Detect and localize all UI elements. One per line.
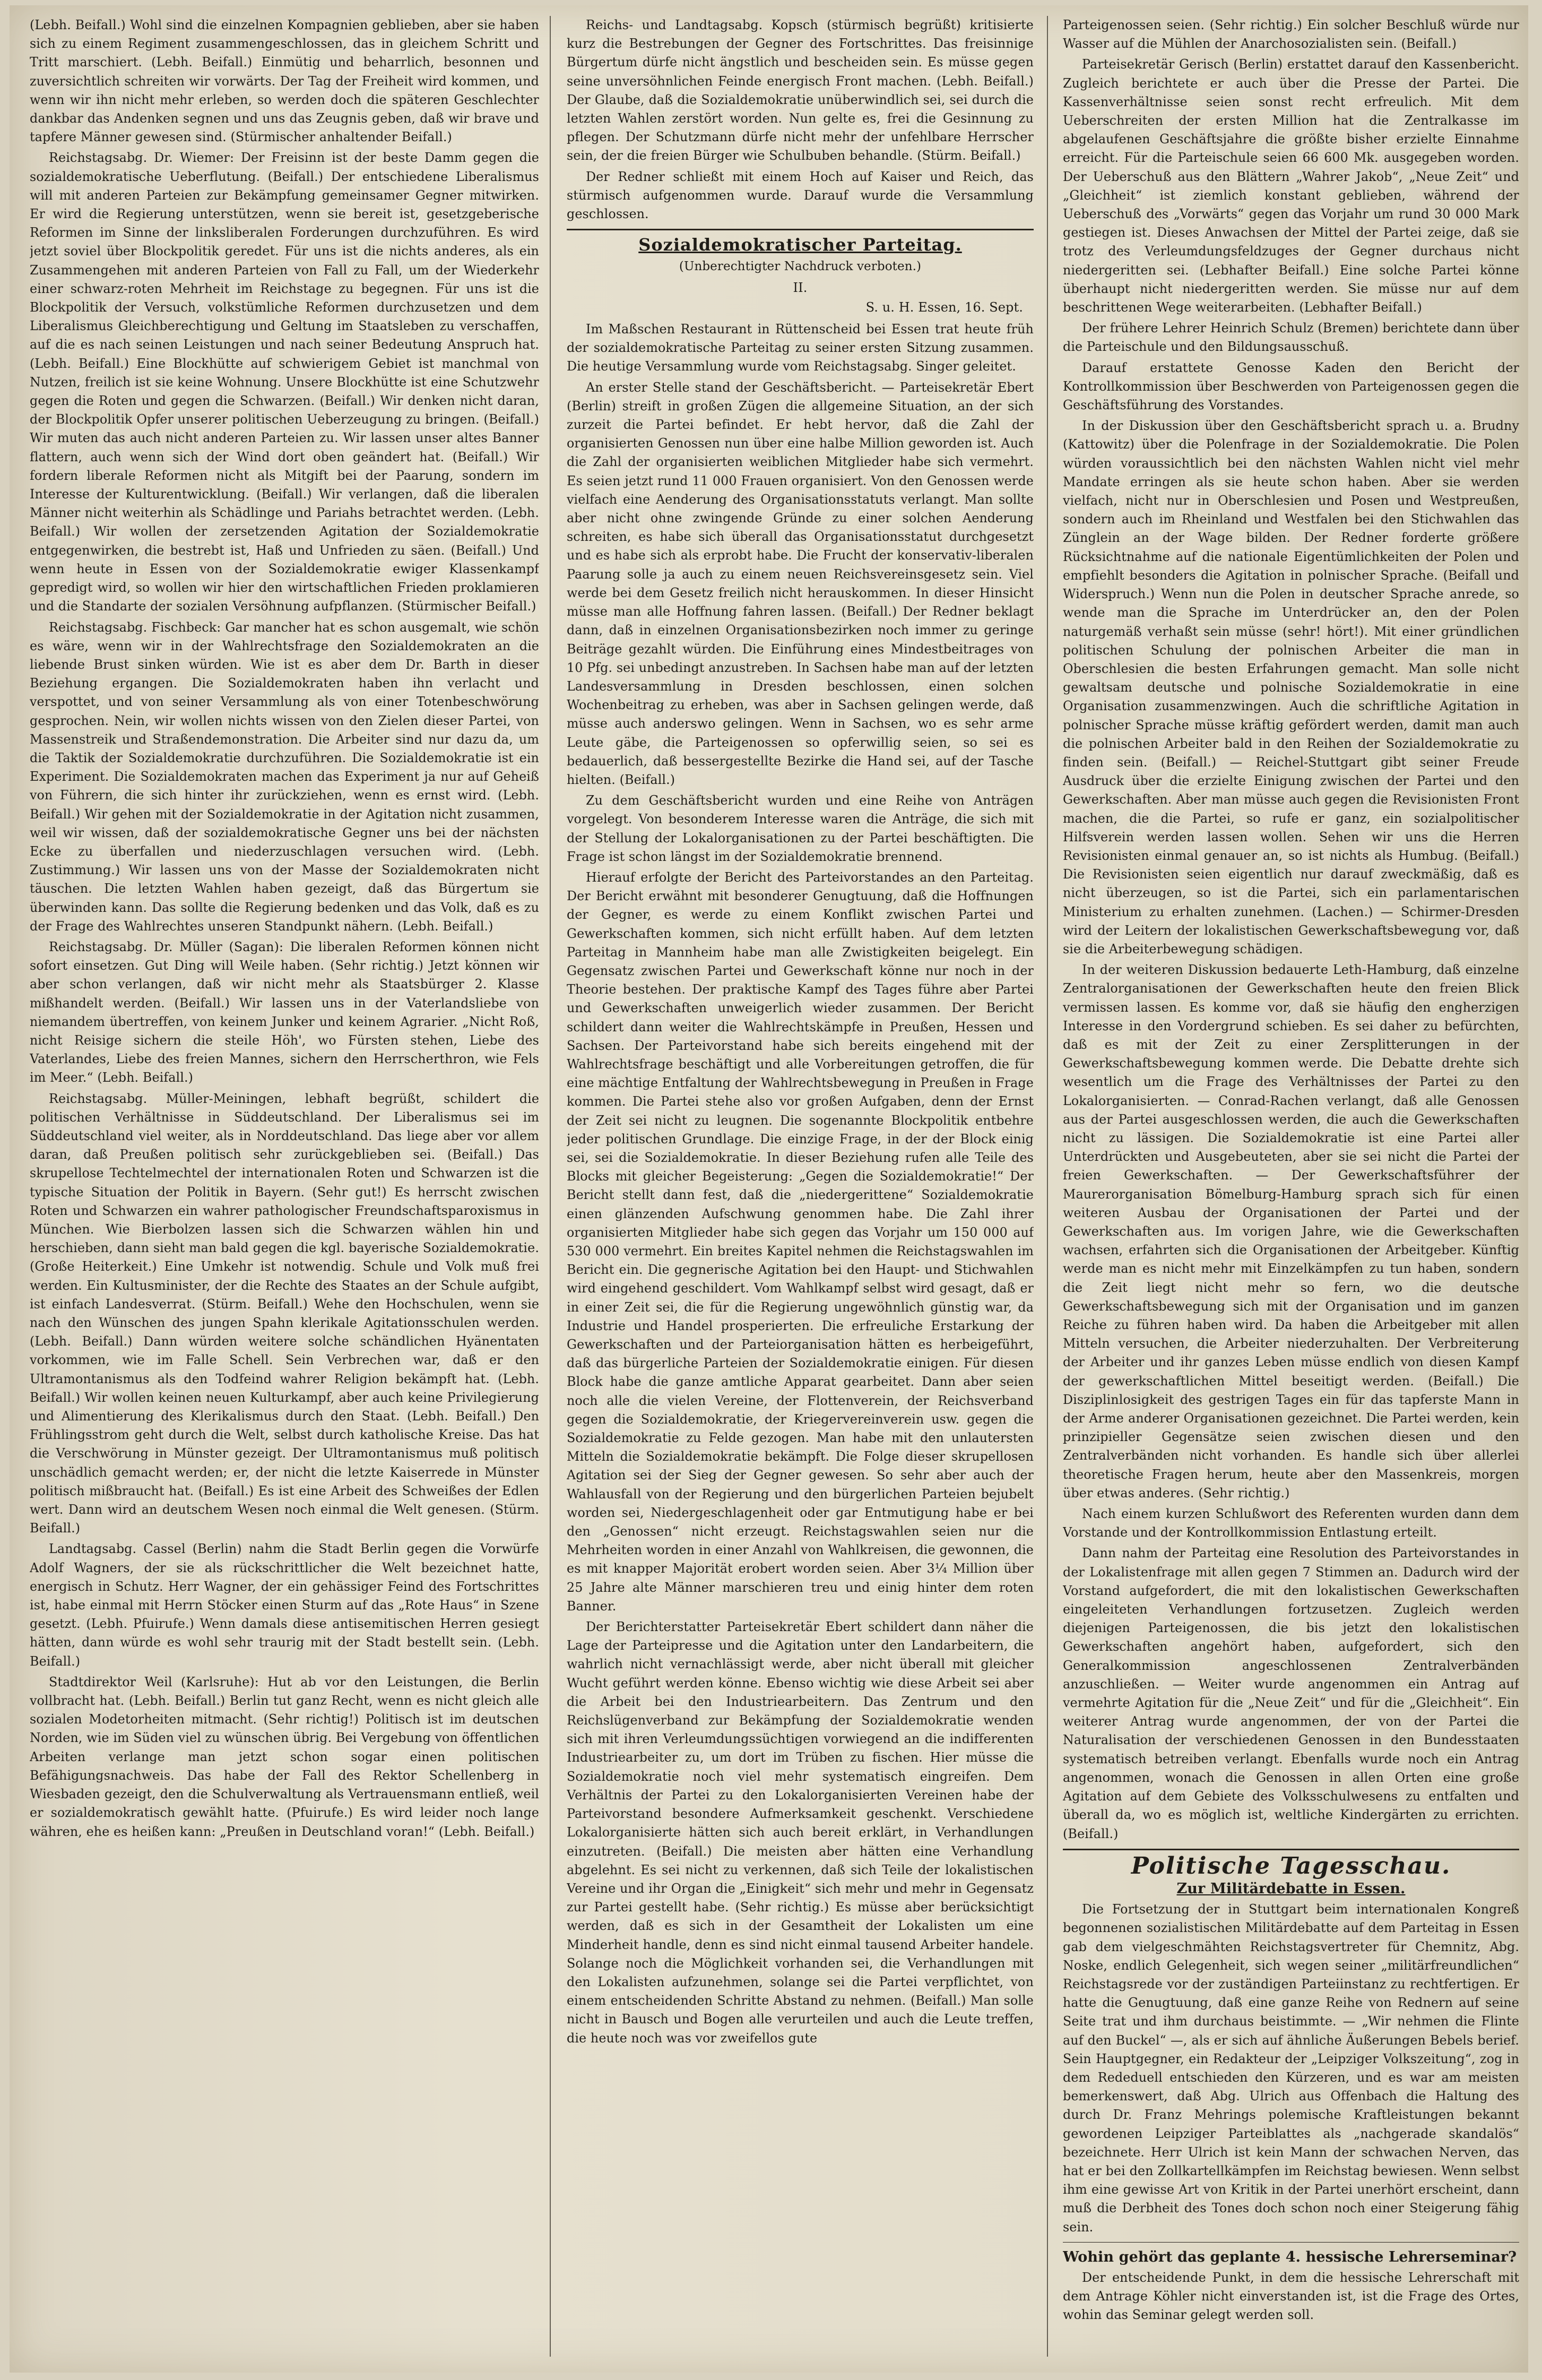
paragraph: Der frühere Lehrer Heinrich Schulz (Bremen) berichtete dann über die Parteischule und den Bildungsausschuß. [1063,321,1519,355]
section-rule [1063,2242,1519,2243]
column-divider [550,16,551,2357]
newspaper-page [10,5,1528,2373]
paragraph: Reichstagsabg. Müller-Meiningen, lebhaft begrüßt, schildert die politischen Verhältnisse in Süddeutschland. Der Liberalismus sei im Süddeutschland viel weiter, als in Norddeutschland. Das liege aber vor allem daran, daß Preußen politisch sehr zurückgeblieben sei. (Beifall.) Das skrupellose Techtelmechtel der internationalen Roten und Schwarzen ist die typische Situation der Politik in Bayern. (Sehr gut!) Es herrscht zwischen Roten und Schwarzen ein wahrer pathologischer Freundschaftsparoxismus in München. Wie Bierbolzen lassen sich die Schwarzen wählen hin und herschieben, dann sieht man bald gegen die kgl. bayerische Sozialdemokratie. (Große Heiterkeit.) Eine Umkehr ist notwendig. Schule und Volk muß frei werden. Ein Kultusminister, der die Rechte des Staates an der Schule aufgibt, ist einfach Landesverrat. (Stürm. Beifall.) Wehe den Hochschulen, wenn sie nach den Wünschen des jungen Spahn klerikale Agitationsschulen werden. (Lebh. Beifall.) Dann würden weitere solche schändlichen Hyänentaten vorkommen, wie im Falle Schell. Sein Verbrechen war, daß er den Ultramontanismus als den Todfeind wahrer Religion bekämpft hat. (Lebh. Beifall.) Wir wollen keinen neuen Kulturkampf, aber auch keine Privilegierung und Alimentierung des Klerikalismus durch den Staat. (Lebh. Beifall.) Den Frühlingsstrom geht durch die Welt, selbst durch katholische Kreise. Das hat die Verschwörung in Münster gezeigt. Der Ultramontanismus muß politisch unschädlich gemacht werden; er, der nicht die letzte Kaiserrede in Münster politisch mißbraucht hat. (Beifall.) Es ist eine Arbeit des Schweißes der Edlen wert. Dann wird an deutschem Wesen noch einmal die Welt genesen. (Stürm. Beifall.) [30,1091,539,1536]
paragraph: In der Diskussion über den Geschäftsbericht sprach u. a. Brudny (Kattowitz) über die Polenfrage in der Sozialdemokratie. Die Polen würden voraussichtlich bei den nächsten Wahlen nicht viel mehr Mandate erringen als sie heute schon haben. Aber sie werden vielfach, nicht nur in Oberschlesien und Posen und Westpreußen, sondern auch im Rheinland und Westfalen bei den Stichwahlen das Zünglein an der Wage bilden. Der Redner forderte größere Rücksichtnahme auf die nationale Eigentümlichkeiten der Polen und empfiehlt besonders die Agitation in polnischer Sprache. (Beifall und Widerspruch.) Wenn nun die Polen in deutscher Sprache anrede, so wende man die Sprache im Unterdrücker an, den der Polen naturgemäß verhaßt sein müsse (sehr! hört!). Mit einer gründlichen politischen Schulung der polnischen Arbeiter die man in Oberschlesien die besten Erfahrungen gemacht. Man solle nicht gewaltsam deutsche und polnische Sozialdemokratie in eine Organisation zusammenzwingen. Auch die schriftliche Agitation in polnischer Sprache müsse kräftig gefördert werden, damit man auch die polnischen Arbeiter bald in den Reihen der Sozialdemokratie zu finden sein. (Beifall.) — Reichel-Stuttgart gibt seiner Freude Ausdruck über die erzielte Einigung zwischen der Partei und den Gewerkschaften. Aber man müsse auch gegen die Revisionisten Front machen, die die Partei, so rufe er ganz, ein sozialpolitischer Hilfsverein werden lassen wollen. Sehen wir uns die Herren Revisionisten einmal genauer an, so ist nichts als Humbug. (Beifall.) Die Revisionisten seien eigentlich nur darauf zweckmäßig, daß es nicht überzeugen, so ist die Partei, sich ein parlamentarischen Ministerium zu erhalten zunehmen. (Lachen.) — Schirmer-Dresden wird der Leitern der lokalistischen Gewerkschaftsbewegung vor, daß sie die Arbeiterbewegung schädigen. [1063,418,1519,956]
section-rule [1063,1849,1519,1850]
paragraph: Die Fortsetzung der in Stuttgart beim internationalen Kongreß begonnenen sozialistischen Militärdebatte auf dem Parteitag in Essen gab dem vielgeschmähten Reichstagsvertreter für Chemnitz, Abg. Noske, endlich Gelegenheit, sich wegen seiner „militärfreundlichen“ Reichstagsrede vor der zuständigen Parteiinstanz zu rechtfertigen. Er hatte die Genugtuung, daß eine ganze Reihe von Rednern auf seine Seite trat und ihm durchaus beistimmte. — „Wir nehmen die Flinte auf den Buckel“ —, als er sich auf ähnliche Äußerungen Bebels berief. Sein Hauptgegner, ein Redakteur der „Leipziger Volkszeitung“, zog in dem Rededuell entschieden den Kürzeren, und es war am meisten bemerkenswert, daß Abg. Ulrich aus Offenbach die Haltung des durch Dr. Franz Mehrings polemische Kraftleistungen bekannt gewordenen Leipziger Parteiblattes als „nachgerade skandalös“ bezeichnete. Herr Ulrich ist kein Mann der schwachen Nerven, das hat er bei den Zollkartellkämpfen im Reichstag bewiesen. Wenn selbst ihm eine gewisse Art von Kritik in der Partei unerhört erscheint, dann muß die Derbheit des Tones doch schon noch einer Steigerung fähig sein. [1063,1902,1519,2235]
column-middle [567,16,1034,2357]
paragraph: Reichs- und Landtagsabg. Kopsch (stürmisch begrüßt) kritisierte kurz die Bestrebungen der Gegner des Fortschrittes. Das freisinnige Bürgertum dürfe nicht ängstlich und bescheiden sein. Es müsse gegen seine unversöhnlichen Feinde energisch Front machen. (Lebh. Beifall.) Der Glaube, daß die Sozialdemokratie unüberwindlich sei, sei durch die letzten Wahlen zerstört worden. Nun gelte es, frei die Gesinnung zu pflegen. Der Schutzmann dürfe nicht mehr der unfehlbare Herrscher sein, der die freien Bürger wie Schulbuben behandle. (Stürm. Beifall.) [567,18,1034,163]
paragraph: Hierauf erfolgte der Bericht des Parteivorstandes an den Parteitag. Der Bericht erwähnt mit besonderer Genugtuung, daß die Hoffnungen der Gegner, es werde zu einem Konflikt zwischen Partei und Gewerkschaften kommen, sich nicht erfüllt haben. Auf dem letzten Parteitag in Mannheim habe man alle Zwistigkeiten beigelegt. Ein Gegensatz zwischen Partei und Gewerkschaft könne nur noch in der Theorie bestehen. Der praktische Kampf des Tages führe aber Partei und Gewerkschaften unweigerlich wieder zusammen. Der Bericht schildert dann weiter die Wahlrechtskämpfe in Preußen, Hessen und Sachsen. Der Parteivorstand habe sich bereits eingehend mit der Wahlrechtsfrage beschäftigt und alle Vorbereitungen getroffen, die für eine mächtige Entfaltung der Wahlrechtsbewegung in Preußen in Frage kommen. Die Partei stehe also vor großen Aufgaben, denn der Ernst der Zeit sei nicht zu leugnen. Die sogenannte Blockpolitik entbehre jeder politischen Grundlage. Die einzige Frage, in der der Block einig sei, sei die Sozialdemokratie. In dieser Beziehung rufen alle Teile des Blocks mit gleicher Begeisterung: „Gegen die Sozialdemokratie!“ Der Bericht stellt dann fest, daß die „niedergerittene“ Sozialdemokratie einen glänzenden Aufschwung genommen habe. Die Zahl ihrer organisierten Mitglieder habe sich gegen das Vorjahr um 150 000 auf 530 000 vermehrt. Ein breites Kapitel nehmen die Reichstagswahlen im Bericht ein. Die gegnerische Agitation bei den Haupt- und Stichwahlen wird eingehend geschildert. Vom Wahlkampf selbst wird gesagt, daß er in einer Zeit sei, die für die Regierung ungewöhnlich günstig war, da Industrie und Handel prosperierten. Die erfreuliche Erstarkung der Gewerkschaften und der Parteiorganisation hätten es herbeigeführt, daß das bürgerliche Parteien der Sozialdemokratie einigen. Für diesen Block habe die ganze amtliche Apparat gearbeitet. Dann aber seien noch alle die vielen Vereine, der Flottenverein, der Reichsverband gegen die Sozialdemokratie, der Kriegervereinverein usw. gegen die Sozialdemokratie zu Felde gezogen. Man habe mit den unlautersten Mitteln die Sozialdemokratie bekämpft. Die Folge dieser skrupellosen Agitation sei der Sieg der Gegner gewesen. So sehr aber auch der Wahlausfall von der Regierung und den bürgerlichen Parteien bejubelt worden sei, Niedergeschlagenheit oder gar Entmutigung habe er bei den „Genossen“ nicht erzeugt. Reichstagswahlen seien nur die Mehrheiten worden in einer Anzahl von Wahlkreisen, die gewonnen, die es mit knapper Majorität erobert worden seien. Aber 3¼ Million über 25 Jahre alte Männer marschieren treu und einig hinter dem roten Banner. [567,869,1034,1614]
section-title: Politische Tagesschau. [1131,1852,1451,1879]
paragraph: Der Berichterstatter Parteisekretär Ebert schildert dann näher die Lage der Parteipresse und die Agitation unter den Landarbeitern, die wahrlich nicht vernachlässigt werde, aber nicht überall mit gleicher Wucht geführt werden könne. Ebenso wichtig wie diese Arbeit sei aber die Arbeit bei den Industriearbeitern. Das Zentrum und den Reichslügenverband zur Bekämpfung der Sozialdemokratie wenden sich mit ihren Verleumdungssüchtigen vorwiegend an die indifferenten Industriearbeiter zu, um dort im Trüben zu fischen. Hier müsse die Sozialdemokratie noch viel mehr systematisch eingreifen. Dem Verhältnis der Partei zu den Lokalorganisierten Vereinen habe der Parteivorstand besondere Aufmerksamkeit geschenkt. Verschiedene Lokalorganisierte hätten sich auch bereit erklärt, in Verhandlungen einzutreten. (Beifall.) Die meisten aber hätten eine Verhandlung abgelehnt. Es sei nicht zu verkennen, daß sich Teile der lokalistischen Vereine und ihr Organ die „Einigkeit“ sich mehr und mehr in Gegensatz zur Partei gestellt habe. (Sehr richtig.) Es müsse aber berücksichtigt werden, daß es sich in der Gesamtheit der Lokalisten um eine Minderheit handle, denn es sind nicht einmal tausend Arbeiter handele. Solange noch die Möglichkeit vorhanden sei, die Verhandlungen mit den Lokalisten aufzunehmen, solange sei die Partei verpflichtet, von einem entscheidenden Schritte Abstand zu nehmen. (Beifall.) Man solle nicht in Bausch und Bogen alle verurteilen und auch die Leute treffen, die heute noch was vor zweifellos gute [567,1619,1034,2046]
paragraph: Darauf erstattete Genosse Kaden den Bericht der Kontrollkommission über Beschwerden von Parteigenossen gegen die Geschäftsführung des Vorstandes. [1063,360,1519,413]
paragraph: Landtagsabg. Cassel (Berlin) nahm die Stadt Berlin gegen die Vorwürfe Adolf Wagners, der sie als rückschrittlicher die Welt bezeichnet hatte, energisch in Schutz. Herr Wagner, der ein gehässiger Feind des Fortschrittes ist, habe einmal mit Herrn Stöcker einen Sturm auf das „Rote Haus“ in Szene gesetzt. (Lebh. Pfuirufe.) Wenn damals diese antisemitischen Herren gesiegt hätten, dann würde es wohl sehr traurig mit der Stadt bestellt sein. (Lebh. Beifall.) [30,1541,539,1669]
paragraph: In der weiteren Diskussion bedauerte Leth-Hamburg, daß einzelne Zentralorganisationen der Gewerkschaften heute den freien Blick vermissen lassen. Es komme vor, daß sie häufig den engherzigen Interesse in den Vordergrund schieben. Es sei daher zu befürchten, daß es mit der Zeit zu einer Zersplitterungen in der Gewerkschaftsbewegung kommen werde. Die Debatte drehte sich wesentlich um die Frage des Verhältnisses der Partei zu den Lokalorganisierten. — Conrad-Rachen verlangt, daß alle Genossen aus der Partei ausgeschlossen werden, die auch die Gewerkschaften nicht zu lässigen. Die Sozialdemokratie ist eine Partei aller Unterdrückten und Ausgebeuteten, aber sie sei nicht die Partei der freien Gewerkschaften. — Der Gewerkschaftsführer der Maurerorganisation Bömelburg-Hamburg sprach sich für einen weiteren Ausbau der Organisationen der Partei und der Gewerkschaften aus. Im vorigen Jahre, wie die Gewerkschaften wachsen, erfahrten sich die Organisationen der Arbeitgeber. Künftig werde man es nicht mehr mit Einzelkämpfen zu tun haben, sondern die Zeit liegt nicht mehr so fern, wo die deutsche Gewerkschaftsbewegung sich mit der Organisation und im ganzen Reiche zu führen haben wird. Da haben die Arbeitgeber mit allen Mitteln versuchen, die Arbeiter niederzuhalten. Der Verbreiterung der Arbeiter und ihr ganzes Leben müsse endlich von diesen Kampf der gewerkschaftlichen Mittel beseitigt werden. (Beifall.) Die Disziplinlosigkeit des gestrigen Tages ein für das tapferste Mann in der Arme anderer Organisationen gezeichnet. Die Partei werden, kein prinzipieller Gegensätze seien zwischen diesen und den Zentralverbänden nicht vorhanden. Es handle sich über allerlei theoretische Fragen herum, heute aber den Massenkreis, morgen über etwas anderes. (Sehr richtig.) [1063,962,1519,1501]
paragraph: Im Maßschen Restaurant in Rüttenscheid bei Essen trat heute früh der sozialdemokratische Parteitag zu seiner ersten Sitzung zusammen. Die heutige Versammlung wurde vom Reichstagsabg. Singer geleitet. [567,322,1034,374]
paragraph: Nach einem kurzen Schlußwort des Referenten wurden dann dem Vorstande und der Kontrollkommission Entlastung erteilt. [1063,1506,1519,1540]
section-rule [567,229,1034,230]
paragraph: An erster Stelle stand der Geschäftsbericht. — Parteisekretär Ebert (Berlin) streift in großen Zügen die allgemeine Situation, an der sich zurzeit die Partei befindet. Er hebt hervor, daß die Zahl der organisierten Genossen nun über eine halbe Million geworden ist. Auch die Zahl der organisierten weiblichen Mitglieder habe sich vermehrt. Es seien jetzt rund 11 000 Frauen organisiert. Von den Genossen werde vielfach eine Aenderung des Organisationsstatuts verlangt. Man sollte aber nicht ohne zwingende Gründe zu einer solchen Aenderung schreiten, es habe sich überall das Organisationsstatut durchgesetzt und es habe sich als erprobt habe. Die Frucht der konservativ-liberalen Paarung solle ja auch zu einem neuen Reichsvereinsgesetz sein. Viel werde bei dem Gesetz freilich nicht herauskommen. In dieser Hinsicht müsse man alle Hoffnung fahren lassen. (Beifall.) Der Redner beklagt dann, daß in einzelnen Organisationsbezirken noch immer zu geringe Beiträge gezahlt würden. Die Einführung eines Mindestbeitrages von 10 Pfg. sei unbedingt anzustreben. In Sachsen habe man auf der letzten Landesversammlung in Dresden beschlossen, einen solchen Wochenbeitrag zu erheben, was aber in Sachsen gelingen werde, daß müsse auch anderswo gelingen. Wenn in Sachsen, wo es sehr arme Leute gäbe, die Parteigenossen so opferwillig seien, so sei es bedauerlich, daß bessergestellte Bezirke die Hand sei, auf der Tasche hielten. (Beifall.) [567,380,1034,787]
part-number: II. [793,280,808,295]
column-right [1063,16,1519,2357]
paragraph: Parteigenossen seien. (Sehr richtig.) Ein solcher Beschluß würde nur Wasser auf die Mühlen der Anarchosozialisten sein. (Beifall.) [1063,18,1519,51]
paragraph: (Lebh. Beifall.) Wohl sind die einzelnen Kompagnien geblieben, aber sie haben sich zu einem Regiment zusammengeschlossen, das in gleichem Schritt und Tritt marschiert. (Lebh. Beifall.) Einmütig und beharrlich, besonnen und zuversichtlich schreiten wir vorwärts. Der Tag der Freiheit wird kommen, und wenn wir ihn nicht mehr erleben, so werden doch die späteren Geschlechter dankbar das Andenken segnen und uns das Zeugnis geben, daß wir brave und tapfere Männer gewesen sind. (Stürmischer anhaltender Beifall.) [30,18,539,145]
paragraph: Stadtdirektor Weil (Karlsruhe): Hut ab vor den Leistungen, die Berlin vollbracht hat. (Lebh. Beifall.) Berlin tut ganz Recht, wenn es nicht gleich alle sozialen Modetorheiten mitmacht. (Sehr richtig!) Politisch ist im deutschen Norden, wie im Süden viel zu wünschen übrig. Bei Vergebung von öffentlichen Arbeiten verlange man jetzt schon sogar einen politischen Befähigungsnachweis. Das habe der Fall des Rektor Schellenberg in Wiesbaden gezeigt, den die Schulverwaltung als Vertrauensmann entließ, weil er sozialdemokratisch gewählt hatte. (Pfuirufe.) Es wird leider noch lange währen, ehe es heißen kann: „Preußen in Deutschland voran!“ (Lebh. Beifall.) [30,1674,539,1839]
paragraph: Reichstagsabg. Dr. Wiemer: Der Freisinn ist der beste Damm gegen die sozialdemokratische Ueberflutung. (Beifall.) Der entschiedene Liberalismus will mit anderen Parteien zur Bekämpfung gemeinsamer Gegner mitwirken. Er wird die Regierung unterstützen, wenn sie bereit ist, gesetzgeberische Reformen im Sinne der linksliberalen Forderungen durchzuführen. Es wird jetzt soviel über Blockpolitik geredet. Für uns ist die nichts anderes, als ein Zusammengehen mit anderen Parteien von Fall zu Fall, um der Wiederkehr einer schwarz-roten Mehrheit im Reichstage zu begegnen. Für uns ist die Blockpolitik der Versuch, volkstümliche Reformen durchzusetzen und dem Liberalismus Gleichberechtigung und Geltung im Staatsleben zu verschaffen, auf die es nach seinen Leistungen und nach seiner Bedeutung Anspruch hat. (Lebh. Beifall.) Eine Blockhütte auf schwierigem Gebiet ist manchmal von Nutzen, freilich ist sie keine Wohnung. Unsere Blockhütte ist eine Schutzwehr gegen die Roten und gegen die Schwarzen. (Beifall.) Wir denken nicht daran, der Blockpolitik Opfer unserer politischen Ueberzeugung zu bringen. (Beifall.) Wir muten das auch nicht anderen Parteien zu. Wir lassen unser altes Banner flattern, auch wenn sich der Wind dort oben geändert hat. (Beifall.) Wir fordern liberale Reformen nicht als Mitgift bei der Paarung, sondern im Interesse der Kulturentwicklung. (Beifall.) Wir verlangen, daß die liberalen Männer nicht weiterhin als Schädlinge und Pariahs betrachtet werden. (Lebh. Beifall.) Wir wollen der zersetzenden Agitation der Sozialdemokratie entgegenwirken, die bestrebt ist, Haß und Unfrieden zu säen. (Beifall.) Und wenn heute in Essen von der Sozialdemokratie ewiger Klassenkampf gepredigt wird, so wollen wir hier den wirtschaftlichen Frieden proklamieren und die Standarte der sozialen Versöhnung aufpflanzen. (Stürmischer Beifall.) [30,150,539,614]
article-heading: Wohin gehört das geplante 4. hessische Lehrerseminar? [1063,2248,1517,2265]
paragraph: Dann nahm der Parteitag eine Resolution des Parteivorstandes in der Lokalistenfrage mit allen gegen 7 Stimmen an. Dadurch wird der Vorstand aufgefordert, die mit den lokalistischen Gewerkschaften eingeleiteten Verhandlungen fortzusetzen. Zugleich werden diejenigen Parteigenossen, die bis jetzt den lokalistischen Gewerkschaften angehört haben, aufgefordert, sich den Generalkommission angeschlossenen Zentralverbänden anzuschließen. — Weiter wurde angenommen ein Antrag auf vermehrte Agitation für die „Neue Zeit“ und für die „Gleichheit“. Ein weiterer Antrag wurde angenommen, der von der Partei die Naturalisation der verschiedenen Genossen in den Bundesstaaten systematisch betreiben verlangt. Ebenfalls wurde noch ein Antrag angenommen, wonach die Genossen in allen Orten eine große Agitation auf dem Gebiete des Volksschulwesens zu entfalten und überall da, wo es möglich ist, weltliche Kindergärten zu errichten. (Beifall.) [1063,1546,1519,1841]
dateline: S. u. H. Essen, 16. Sept. [865,299,1023,315]
paragraph: Reichstagsabg. Dr. Müller (Sagan): Die liberalen Reformen können nicht sofort einsetzen. Gut Ding will Weile haben. (Sehr richtig.) Jetzt können wir aber schon verlangen, daß wir nicht mehr als Staatsbürger 2. Klasse mißhandelt werden. (Beifall.) Wir lassen uns in der Vaterlandsliebe von niemandem übertreffen, von keinem Junker und keinem Agrarier. „Nicht Roß, nicht Reisige sichern die steile Höh', wo Fürsten stehen, Liebe des Vaterlandes, Liebe des freien Mannes, sichern den Herrscherthron, wie Fels im Meer.“ (Lebh. Beifall.) [30,939,539,1085]
paragraph: Zu dem Geschäftsbericht wurden und eine Reihe von Anträgen vorgelegt. Von besonderem Interesse waren die Anträge, die sich mit der Stellung der Lokalorganisationen zu der Partei beschäftigten. Die Frage ist schon längst im der Sozialdemokratie brennend. [567,793,1034,864]
column-divider [1047,16,1048,2357]
paragraph: Der Redner schließt mit einem Hoch auf Kaiser und Reich, das stürmisch aufgenommen wurde. Darauf wurde die Versammlung geschlossen. [567,169,1034,222]
reprint-note: (Unberechtigter Nachdruck verboten.) [679,260,922,274]
section-title: Sozialdemokratischer Parteitag. [638,235,962,255]
paragraph: Der entscheidende Punkt, in dem die hessische Lehrerschaft mit dem Antrage Köhler nicht einverstanden ist, ist die Frage des Ortes, wohin das Seminar gelegt werden soll. [1063,2270,1519,2323]
column-left [30,16,539,2357]
section-subtitle: Zur Militärdebatte in Essen. [1176,1880,1406,1897]
paragraph: Parteisekretär Gerisch (Berlin) erstattet darauf den Kassenbericht. Zugleich berichtete er auch über die Presse der Partei. Die Kassenverhältnisse seien sonst recht erfreulich. Mit dem Ueberschreiten der ersten Million hat die Zentralkasse im abgelaufenen Geschäftsjahre die größte bisher erzielte Einnahme erreicht. Für die Parteischule seien 66 600 Mk. ausgegeben worden. Der Ueberschuß aus den Blättern „Wahrer Jakob“, „Neue Zeit“ und „Gleichheit“ ist ziemlich konstant geblieben, während der Ueberschuß des „Vorwärts“ gegen das Vorjahr um rund 30 000 Mark gestiegen ist. Dieses Anwachsen der Mittel der Partei zeige, daß sie trotz des Verleumdungsfeldzuges der Gegner durchaus nicht niedergeritten sei. (Lebhafter Beifall.) Eine solche Partei könne überhaupt nicht niedergeritten werden. Sie müsse nur auf dem beschrittenen Wege weiterarbeiten. (Lebhafter Beifall.) [1063,57,1519,315]
paragraph: Reichstagsabg. Fischbeck: Gar mancher hat es schon ausgemalt, wie schön es wäre, wenn wir in der Wahlrechtsfrage den Sozialdemokraten an die liebende Brust sinken würden. Wie ist es aber dem Dr. Barth in dieser Beziehung ergangen. Die Sozialdemokraten haben ihn verlacht und verspottet, und von seiner Versammlung als von einer Totenbeschwörung gesprochen. Nein, wir wollen nichts wissen von den Zielen dieser Partei, von Massenstreik und Straßendemonstration. Die Arbeiter sind nur dazu da, um die Taktik der Sozialdemokratie durchzuführen. Die Sozialdemokratie ist ein Experiment. Die Sozialdemokraten machen das Experiment ja nur auf Geheiß von Führern, die sich hinter ihr zurückziehen, wenn es ernst wird. (Lebh. Beifall.) Wir gehen mit der Sozialdemokratie in der Agitation nicht zusammen, weil wir wissen, daß der sozialdemokratische Gegner uns bei der nächsten Ecke zu überfallen und niederzuschlagen versuchen wird. (Lebh. Zustimmung.) Wir lassen uns von der Masse der Sozialdemokraten nicht täuschen. Die letzten Wahlen haben gezeigt, daß das Bürgertum sie überwinden kann. Das sollte die Regierung bedenken und das Volk, daß es zu der Frage des Wahlrechtes unseren Standpunkt nähern. (Lebh. Beifall.) [30,619,539,934]
